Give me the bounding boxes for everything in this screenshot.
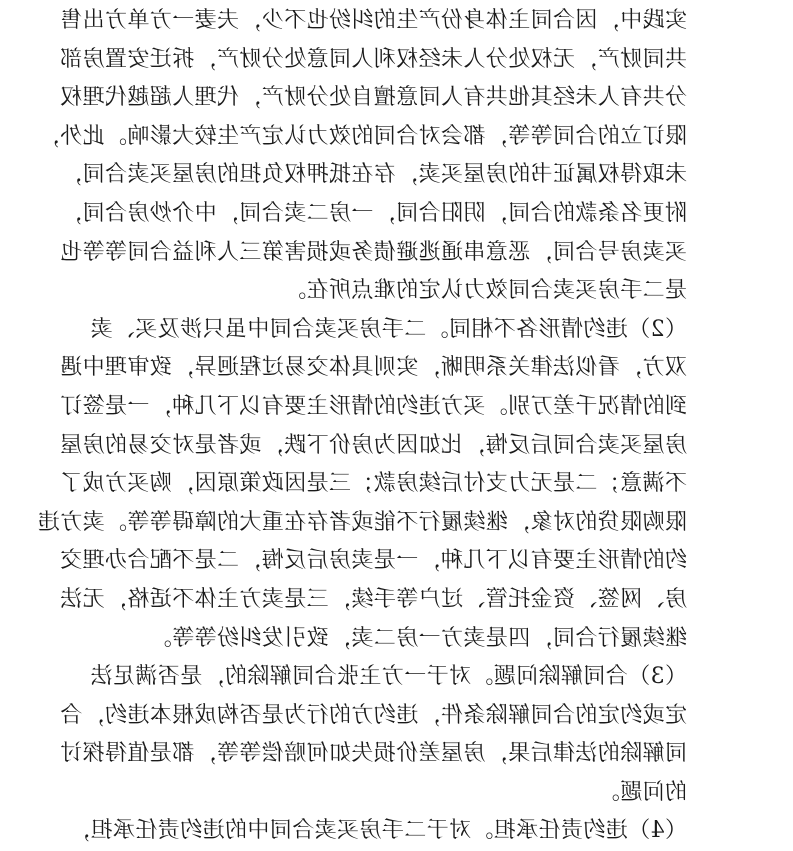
text-line: 双方，看似法律关系明晰，实则具体交易过程迥异，致审理中遇	[59, 355, 687, 381]
text-line: 附更名条款的合同，阴阳合同，一房二卖合同，中介炒房合同，	[59, 200, 687, 226]
text-line: 房屋买卖合同后反悔，比如因为房价下跌，或者是对交易的房屋	[59, 432, 687, 458]
paragraph-end-line: 是二手房买卖合同效力认定的难点所在。	[283, 278, 687, 304]
text-line: 未取得权属证书的房屋买卖，存在抵押权负担的房屋买卖合同，	[59, 162, 687, 188]
text-line: 买卖房号合同，恶意串通逃避债务或损害第三人利益合同等等也	[59, 239, 687, 265]
text-line: （3）合同解除问题。对于一方主张合同解除的，是否满足法	[90, 664, 687, 690]
text-line: 同解除的法律后果，房屋差价损失如何赔偿等等，都是值得探讨	[59, 741, 687, 767]
text-line: 不满意；二是无力支付后续房款；三是因政策原因，购买方成了	[59, 471, 687, 497]
text-line: （2）违约情形各不相同。二手房买卖合同中虽只涉及买、卖	[90, 316, 687, 342]
paragraph-end-line: 的问题。	[597, 779, 687, 805]
text-line: 分共有人未经其他共有人同意擅自处分财产，代理人超越代理权	[59, 85, 687, 111]
text-line: 约的情形主要有以下几种，一是卖房后反悔，二是不配合办理交	[59, 548, 687, 574]
text-line: 房、网签、资金托管、过户等手续，三是卖方主体不适格，无法	[59, 586, 687, 612]
text-line: 限购限贷的对象，继续履行不能或者存在重大的障碍等等。卖方违	[37, 509, 687, 535]
text-line: （4）违约责任承担。对于二手房买卖合同中的违约责任承担，	[67, 818, 687, 844]
text-line: 限订立的合同等等，都会对合同的效力认定产生较大影响。此外，	[37, 123, 687, 149]
text-line: 共同财产，无权处分人未经权利人同意处分财产，拆迁安置房部	[59, 46, 687, 72]
body-text	[37, 2, 687, 851]
text-line: 到的情况千差万别。买方违约的情形主要有以下几种，一是签订	[59, 393, 687, 419]
text-line: 实践中，因合同主体身份产生的纠纷也不少，夫妻一方单方出售	[59, 8, 687, 33]
paragraph-end-line: 继续履行合同，四是卖方一房二卖，致引发纠纷等等。	[149, 625, 687, 651]
text-line: 定或约定的合同解除条件，违约方的行为是否构成根本违约，合	[59, 702, 687, 728]
